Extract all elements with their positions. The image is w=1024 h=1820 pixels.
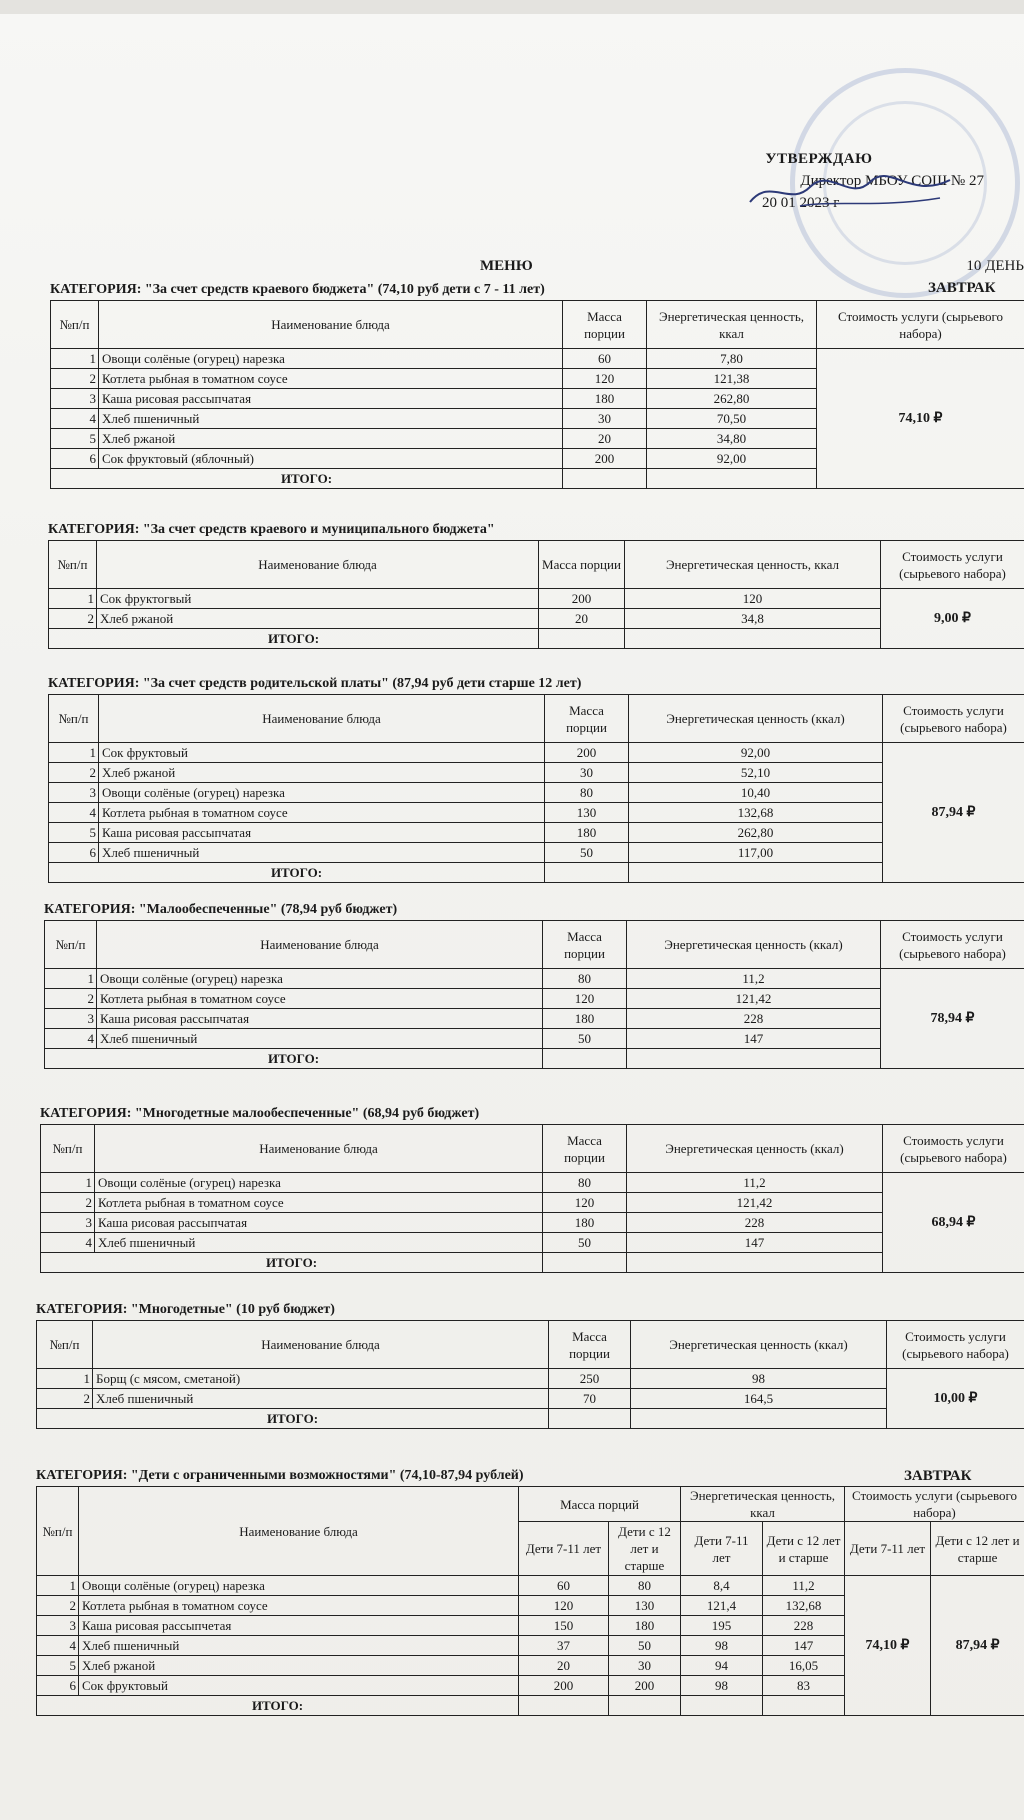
dish-energy: 70,50 (647, 409, 817, 429)
total-label: ИТОГО: (37, 1696, 519, 1716)
row-number: 4 (41, 1233, 95, 1253)
col-energy: Энергетическая ценность (ккал) (627, 921, 881, 969)
category-title: КАТЕГОРИЯ: "За счет средств краевого и муниципального бюджета" (48, 522, 495, 537)
col-energy-group: Энергетическая ценность, ккал (681, 1487, 845, 1522)
dish-energy: 164,5 (631, 1389, 887, 1409)
total-energy (647, 469, 817, 489)
dish-name: Котлета рыбная в томатном соусе (99, 369, 563, 389)
total-row (45, 1049, 1024, 1069)
energy-b: 132,68 (763, 1596, 845, 1616)
dish-name: Хлеб пшеничный (79, 1636, 519, 1656)
total-label: ИТОГО: (37, 1409, 549, 1429)
dish-energy: 147 (627, 1029, 881, 1049)
table-row (41, 1193, 1024, 1213)
mass-a: 120 (519, 1596, 609, 1616)
mass-b: 50 (609, 1636, 681, 1656)
dish-name: Хлеб пшеничный (97, 1029, 543, 1049)
category-special (36, 1466, 1024, 1716)
energy-b: 11,2 (763, 1576, 845, 1596)
energy-b: 83 (763, 1676, 845, 1696)
table-row (45, 1029, 1024, 1049)
dish-name: Сок фруктогвый (97, 589, 539, 609)
row-number: 3 (41, 1213, 95, 1233)
dish-energy: 121,42 (627, 989, 881, 1009)
table-row (41, 1173, 1024, 1193)
dish-energy: 121,38 (647, 369, 817, 389)
dish-mass: 50 (545, 843, 629, 863)
table-row (45, 969, 1024, 989)
mass-a: 37 (519, 1636, 609, 1656)
menu-table (48, 694, 1024, 883)
col-cost: Стоимость услуги (сырьевого набора) (881, 541, 1024, 589)
mass-a: 20 (519, 1656, 609, 1676)
page-top-edge (0, 0, 1024, 14)
dish-mass: 50 (543, 1233, 627, 1253)
service-cost: 87,94 ₽ (883, 743, 1024, 883)
col-mass: Масса порции (543, 1125, 627, 1173)
dish-name: Котлета рыбная в томатном соусе (95, 1193, 543, 1213)
table-row (51, 349, 1024, 369)
table-row (49, 823, 1024, 843)
row-number: 2 (49, 763, 99, 783)
col-cost-a: Дети 7-11 лет (845, 1522, 931, 1576)
row-number: 2 (41, 1193, 95, 1213)
dish-name: Овощи солёные (огурец) нарезка (95, 1173, 543, 1193)
service-cost: 68,94 ₽ (883, 1173, 1024, 1273)
dish-energy: 92,00 (629, 743, 883, 763)
dish-name: Каша рисовая рассыпчатая (99, 823, 545, 843)
menu-table (44, 920, 1024, 1069)
service-cost: 9,00 ₽ (881, 589, 1024, 649)
meal-label-special: ЗАВТРАК (904, 1468, 972, 1484)
energy-b: 147 (763, 1636, 845, 1656)
dish-mass: 180 (545, 823, 629, 843)
col-cost: Стоимость услуги (сырьевого набора) (881, 921, 1024, 969)
table-row (45, 989, 1024, 1009)
total-label: ИТОГО: (45, 1049, 543, 1069)
category-title: КАТЕГОРИЯ: "За счет средств краевого бюджета" (74,10 руб дети с 7 - 11 лет) (50, 282, 545, 297)
col-energy-b: Дети с 12 лет и старше (763, 1522, 845, 1576)
row-number: 1 (37, 1369, 93, 1389)
total-row (37, 1409, 1024, 1429)
col-mass: Масса порции (549, 1321, 631, 1369)
category-title: КАТЕГОРИЯ: "Малообеспеченные" (78,94 руб бюджет) (44, 902, 398, 917)
dish-energy: 92,00 (647, 449, 817, 469)
col-mass: Масса порции (539, 541, 625, 589)
row-number: 1 (41, 1173, 95, 1193)
menu-table (36, 1320, 1024, 1429)
dish-name: Хлеб ржаной (99, 763, 545, 783)
row-number: 3 (45, 1009, 97, 1029)
col-dish-name: Наименование блюда (95, 1125, 543, 1173)
service-cost: 10,00 ₽ (887, 1369, 1024, 1429)
dish-name: Хлеб ржаной (79, 1656, 519, 1676)
dish-mass: 200 (539, 589, 625, 609)
table-row (49, 743, 1024, 763)
total-row (49, 863, 1024, 883)
signature-icon (740, 172, 960, 212)
director-line: Директор МБОУ СОШ № 27 (800, 173, 984, 189)
category-title: КАТЕГОРИЯ: "Многодетные малообеспеченные" (68,94 руб бюджет) (40, 1106, 480, 1121)
table-row (49, 803, 1024, 823)
table-row (41, 1233, 1024, 1253)
total-cell (681, 1696, 763, 1716)
dish-mass: 200 (545, 743, 629, 763)
col-number: №п/п (37, 1321, 93, 1369)
dish-name: Овощи солёные (огурец) нарезка (99, 349, 563, 369)
category-block (48, 674, 1024, 883)
row-number: 1 (49, 589, 97, 609)
total-mass (543, 1049, 627, 1069)
dish-energy: 11,2 (627, 969, 881, 989)
total-row (41, 1253, 1024, 1273)
category-block (36, 1300, 1024, 1429)
total-energy (631, 1409, 887, 1429)
dish-mass: 30 (563, 409, 647, 429)
total-mass (543, 1253, 627, 1273)
dish-energy: 34,80 (647, 429, 817, 449)
dish-mass: 60 (563, 349, 647, 369)
dish-name: Хлеб пшеничный (99, 409, 563, 429)
dish-energy: 228 (627, 1009, 881, 1029)
dish-name: Овощи солёные (огурец) нарезка (79, 1576, 519, 1596)
col-mass: Масса порции (543, 921, 627, 969)
table-row (37, 1389, 1024, 1409)
col-number: №п/п (51, 301, 99, 349)
col-energy-a: Дети 7-11 лет (681, 1522, 763, 1576)
dish-energy: 262,80 (629, 823, 883, 843)
dish-name: Овощи солёные (огурец) нарезка (97, 969, 543, 989)
col-number: №п/п (49, 695, 99, 743)
dish-energy: 98 (631, 1369, 887, 1389)
dish-name: Каша рисовая рассыпчатая (95, 1213, 543, 1233)
energy-a: 8,4 (681, 1576, 763, 1596)
menu-table (50, 300, 1024, 489)
table-row (41, 1213, 1024, 1233)
dish-name: Хлеб ржаной (97, 609, 539, 629)
row-number: 6 (49, 843, 99, 863)
table-row (45, 1009, 1024, 1029)
dish-mass: 120 (563, 369, 647, 389)
row-number: 1 (45, 969, 97, 989)
col-number: №п/п (37, 1487, 79, 1576)
total-energy (627, 1049, 881, 1069)
approval-block (654, 148, 984, 214)
dish-energy: 228 (627, 1213, 883, 1233)
row-number: 1 (51, 349, 99, 369)
total-cell (763, 1696, 845, 1716)
mass-a: 150 (519, 1616, 609, 1636)
service-cost: 78,94 ₽ (881, 969, 1024, 1069)
dish-energy: 10,40 (629, 783, 883, 803)
col-dish-name: Наименование блюда (93, 1321, 549, 1369)
total-label: ИТОГО: (41, 1253, 543, 1273)
total-mass (539, 629, 625, 649)
row-number: 3 (49, 783, 99, 803)
dish-mass: 120 (543, 989, 627, 1009)
category-block (50, 280, 1024, 489)
row-number: 4 (49, 803, 99, 823)
col-cost: Стоимость услуги (сырьевого набора) (883, 695, 1024, 743)
row-number: 2 (45, 989, 97, 1009)
category-title: КАТЕГОРИЯ: "Многодетные" (10 руб бюджет) (36, 1302, 335, 1317)
category-title: КАТЕГОРИЯ: "За счет средств родительской платы" (87,94 руб дети старше 12 лет) (48, 676, 582, 691)
energy-a: 121,4 (681, 1596, 763, 1616)
dish-name: Котлета рыбная в томатном соусе (97, 989, 543, 1009)
dish-name: Борщ (с мясом, сметаной) (93, 1369, 549, 1389)
dish-name: Каша рисовая рассыпчатая (99, 389, 563, 409)
col-energy: Энергетическая ценность (ккал) (627, 1125, 883, 1173)
dish-energy: 147 (627, 1233, 883, 1253)
mass-a: 60 (519, 1576, 609, 1596)
dish-name: Овощи солёные (огурец) нарезка (99, 783, 545, 803)
total-cell (609, 1696, 681, 1716)
service-cost-a: 74,10 ₽ (845, 1576, 931, 1716)
total-energy (627, 1253, 883, 1273)
row-number: 5 (51, 429, 99, 449)
table-row (49, 843, 1024, 863)
col-cost-group: Стоимость услуги (сырьевого набора) (845, 1487, 1024, 1522)
col-energy: Энергетическая ценность (ккал) (629, 695, 883, 743)
service-cost: 74,10 ₽ (817, 349, 1024, 489)
col-dish-name: Наименование блюда (99, 301, 563, 349)
dish-name: Сок фруктовый (яблочный) (99, 449, 563, 469)
dish-energy: 52,10 (629, 763, 883, 783)
row-number: 6 (37, 1676, 79, 1696)
dish-name: Хлеб ржаной (99, 429, 563, 449)
dish-mass: 70 (549, 1389, 631, 1409)
row-number: 6 (51, 449, 99, 469)
col-cost: Стоимость услуги (сырьевого набора) (883, 1125, 1024, 1173)
dish-name: Котлета рыбная в томатном соусе (99, 803, 545, 823)
table-row (49, 589, 1024, 609)
col-dish-name: Наименование блюда (79, 1487, 519, 1576)
dish-energy: 34,8 (625, 609, 881, 629)
col-cost: Стоимость услуги (сырьевого набора) (817, 301, 1024, 349)
dish-mass: 120 (543, 1193, 627, 1213)
table-row (49, 609, 1024, 629)
category-title: КАТЕГОРИЯ: "Дети с ограниченными возможностями" (74,10-87,94 рублей) (36, 1468, 524, 1483)
col-cost: Стоимость услуги (сырьевого набора) (887, 1321, 1024, 1369)
total-label: ИТОГО: (49, 629, 539, 649)
total-mass (545, 863, 629, 883)
total-row (49, 629, 1024, 649)
total-label: ИТОГО: (49, 863, 545, 883)
menu-table (48, 540, 1024, 649)
dish-name: Хлеб пшеничный (99, 843, 545, 863)
mass-b: 130 (609, 1596, 681, 1616)
table-row (49, 763, 1024, 783)
dish-name: Каша рисовая рассыпчетая (79, 1616, 519, 1636)
energy-a: 94 (681, 1656, 763, 1676)
dish-mass: 130 (545, 803, 629, 823)
category-block (48, 520, 1024, 649)
dish-mass: 180 (543, 1213, 627, 1233)
row-number: 2 (37, 1389, 93, 1409)
col-cost-b: Дети с 12 лет и старше (931, 1522, 1024, 1576)
approval-date: 20 01 2023 г (762, 195, 840, 211)
dish-energy: 262,80 (647, 389, 817, 409)
col-energy: Энергетическая ценность, ккал (647, 301, 817, 349)
dish-mass: 80 (545, 783, 629, 803)
dish-mass: 80 (543, 969, 627, 989)
total-label: ИТОГО: (51, 469, 563, 489)
menu-title: МЕНЮ (480, 258, 533, 274)
dish-energy: 132,68 (629, 803, 883, 823)
energy-a: 195 (681, 1616, 763, 1636)
category-block (44, 900, 1024, 1069)
col-number: №п/п (45, 921, 97, 969)
day-label: 10 ДЕНЬ (966, 258, 1024, 274)
dish-mass: 20 (563, 429, 647, 449)
col-dish-name: Наименование блюда (97, 541, 539, 589)
dish-mass: 80 (543, 1173, 627, 1193)
dish-mass: 180 (563, 389, 647, 409)
col-number: №п/п (41, 1125, 95, 1173)
energy-b: 228 (763, 1616, 845, 1636)
dish-energy: 7,80 (647, 349, 817, 369)
dish-name: Хлеб пшеничный (93, 1389, 549, 1409)
row-number: 5 (49, 823, 99, 843)
mass-b: 180 (609, 1616, 681, 1636)
dish-energy: 120 (625, 589, 881, 609)
approve-label: УТВЕРЖДАЮ (765, 151, 873, 167)
mass-b: 200 (609, 1676, 681, 1696)
row-number: 1 (49, 743, 99, 763)
total-mass (549, 1409, 631, 1429)
col-mass: Масса порции (563, 301, 647, 349)
mass-b: 30 (609, 1656, 681, 1676)
meal-label: ЗАВТРАК (928, 280, 996, 296)
col-mass-group: Масса порций (519, 1487, 681, 1522)
row-number: 3 (51, 389, 99, 409)
mass-b: 80 (609, 1576, 681, 1596)
dish-mass: 20 (539, 609, 625, 629)
total-cell (519, 1696, 609, 1716)
dish-energy: 11,2 (627, 1173, 883, 1193)
table-row (37, 1576, 1024, 1596)
row-number: 3 (37, 1616, 79, 1636)
row-number: 4 (37, 1636, 79, 1656)
energy-a: 98 (681, 1676, 763, 1696)
row-number: 1 (37, 1576, 79, 1596)
dish-energy: 121,42 (627, 1193, 883, 1213)
menu-table (40, 1124, 1024, 1273)
dish-energy: 117,00 (629, 843, 883, 863)
dish-name: Сок фруктовый (79, 1676, 519, 1696)
table-row (49, 783, 1024, 803)
row-number: 5 (37, 1656, 79, 1676)
col-mass: Масса порции (545, 695, 629, 743)
row-number: 2 (49, 609, 97, 629)
total-mass (563, 469, 647, 489)
total-energy (625, 629, 881, 649)
dish-mass: 180 (543, 1009, 627, 1029)
col-dish-name: Наименование блюда (99, 695, 545, 743)
row-number: 2 (51, 369, 99, 389)
col-number: №п/п (49, 541, 97, 589)
dish-mass: 200 (563, 449, 647, 469)
row-number: 4 (51, 409, 99, 429)
category-block (40, 1104, 1024, 1273)
dish-mass: 250 (549, 1369, 631, 1389)
dish-mass: 50 (543, 1029, 627, 1049)
col-mass-a: Дети 7-11 лет (519, 1522, 609, 1576)
dish-mass: 30 (545, 763, 629, 783)
energy-a: 98 (681, 1636, 763, 1656)
col-mass-b: Дети с 12 лет и старше (609, 1522, 681, 1576)
row-number: 4 (45, 1029, 97, 1049)
col-dish-name: Наименование блюда (97, 921, 543, 969)
dish-name: Сок фруктовый (99, 743, 545, 763)
dish-name: Хлеб пшеничный (95, 1233, 543, 1253)
total-energy (629, 863, 883, 883)
menu-table-special (36, 1486, 1024, 1716)
dish-name: Котлета рыбная в томатном соусе (79, 1596, 519, 1616)
col-energy: Энергетическая ценность (ккал) (631, 1321, 887, 1369)
table-row (37, 1369, 1024, 1389)
service-cost-b: 87,94 ₽ (931, 1576, 1024, 1716)
dish-name: Каша рисовая рассыпчатая (97, 1009, 543, 1029)
energy-b: 16,05 (763, 1656, 845, 1676)
col-energy: Энергетическая ценность, ккал (625, 541, 881, 589)
mass-a: 200 (519, 1676, 609, 1696)
row-number: 2 (37, 1596, 79, 1616)
